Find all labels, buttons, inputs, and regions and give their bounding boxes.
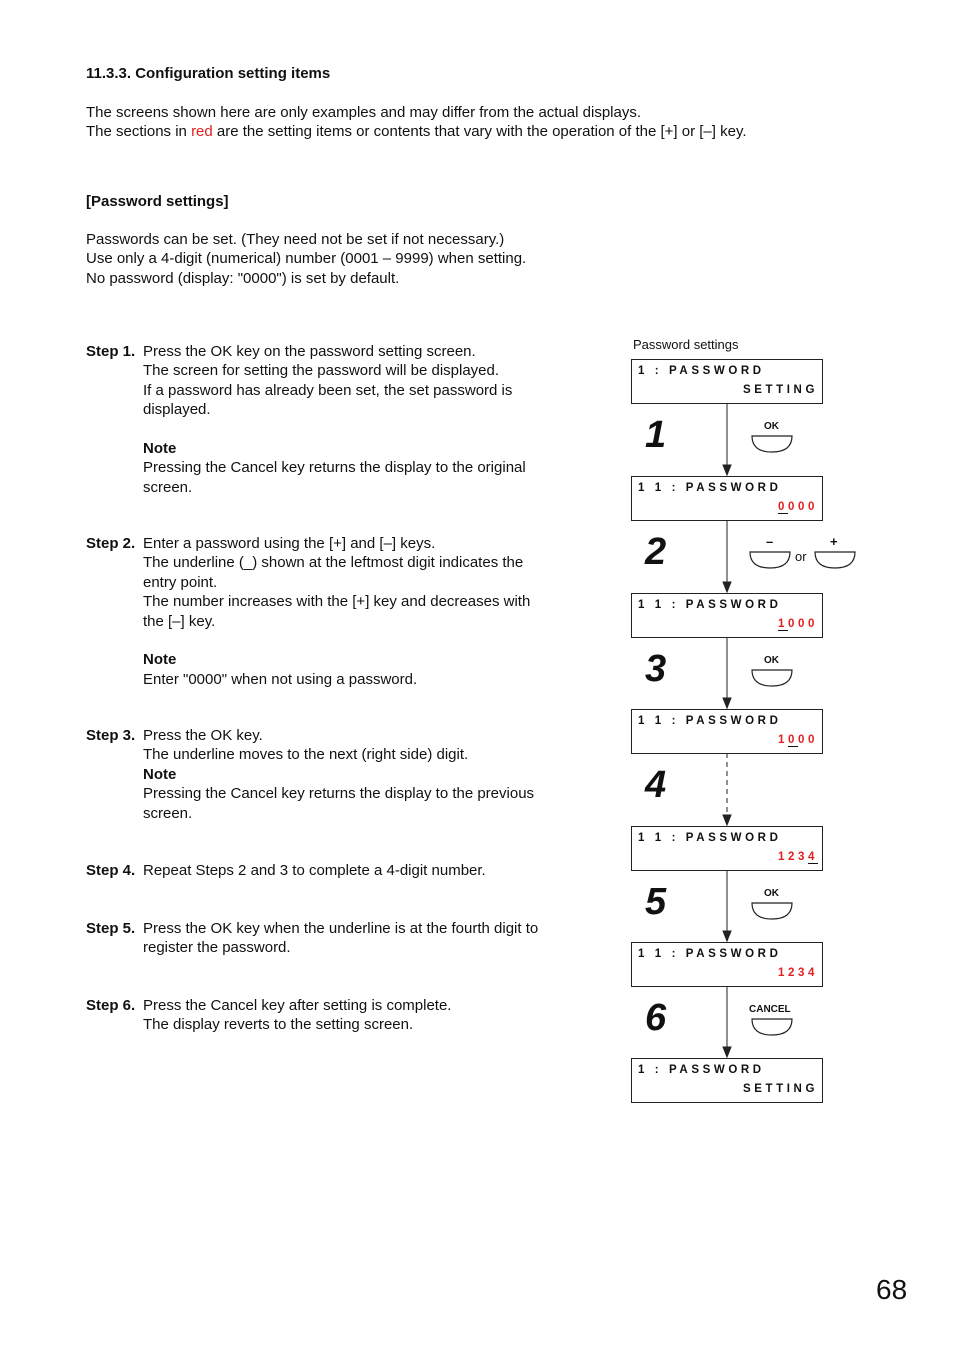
lcd-line-1: 1 1 : PASSWORD: [638, 715, 782, 727]
lcd-digit: 0: [788, 618, 798, 630]
plus-key-label: +: [830, 534, 838, 549]
step-line: displayed.: [143, 401, 211, 419]
step-line: Enter a password using the [+] and [–] keys.: [143, 535, 436, 552]
step-line: the [–] key.: [143, 612, 216, 630]
lcd-digit: 1: [778, 851, 788, 863]
note-title: Note: [143, 765, 177, 783]
lcd-digits: [778, 734, 818, 747]
section-text: [86, 230, 526, 288]
cancel-key-icon: [751, 1017, 793, 1037]
section-text-line: Passwords can be set. (They need not be set if not necessary.): [86, 231, 505, 248]
diagram-step-number: 4: [645, 764, 667, 806]
step-line: Press the OK key on the password setting screen.: [143, 343, 476, 360]
intro-text-a: The sections in: [86, 123, 192, 140]
step-line: The screen for setting the password will be displayed.: [143, 362, 500, 380]
lcd-screen-1: [631, 359, 823, 404]
section-heading: 11.3.3. Configuration setting items: [86, 65, 331, 82]
step-3: [86, 726, 581, 822]
step-line: Press the OK key.: [143, 727, 263, 744]
plus-key-icon: [814, 550, 856, 570]
lcd-line-1: 1 1 : PASSWORD: [638, 482, 782, 494]
arrow-head: [723, 815, 731, 825]
lcd-digit: 0: [798, 734, 808, 746]
lcd-digits: [778, 967, 818, 979]
step-4: [86, 861, 581, 880]
step-label: Step 5.: [86, 920, 136, 937]
ok-key-label: OK: [764, 888, 779, 899]
lcd-line-1: 1 : PASSWORD: [638, 365, 765, 377]
lcd-line-1: 1 1 : PASSWORD: [638, 948, 782, 960]
diagram-step-number: 3: [645, 648, 667, 690]
step-line: The underline (_) shown at the leftmost digit indicates the: [143, 554, 524, 572]
minus-key-icon: [749, 550, 791, 570]
lcd-digit: 4: [808, 967, 818, 979]
lcd-line-2: SETTING: [742, 1083, 818, 1095]
arrow-head: [723, 1047, 731, 1057]
lcd-digits: [778, 501, 818, 514]
lcd-digit: 0: [778, 501, 788, 513]
lcd-digit: 0: [808, 734, 818, 746]
lcd-line-1: 1 1 : PASSWORD: [638, 599, 782, 611]
note-line: Pressing the Cancel key returns the display to the previous: [143, 785, 535, 803]
step-5: [86, 919, 581, 957]
lcd-digit: 4: [808, 851, 818, 863]
step-line: Press the OK key when the underline is at the fourth digit to: [143, 920, 539, 937]
arrow-head: [723, 931, 731, 941]
section-text-line: Use only a 4-digit (numerical) number (0001 – 9999) when setting.: [86, 250, 527, 268]
step-line: Repeat Steps 2 and 3 to complete a 4-digit number.: [143, 862, 486, 879]
lcd-digit: 1: [778, 618, 788, 630]
step-line: register the password.: [143, 939, 291, 957]
lcd-digit: 0: [808, 501, 818, 513]
step-label: Step 1.: [86, 343, 136, 360]
lcd-line-2: SETTING: [742, 384, 818, 396]
diagram-step-number: 2: [645, 531, 667, 573]
lcd-digit: 0: [798, 501, 808, 513]
step-1: [86, 342, 581, 496]
step-line: The number increases with the [+] key and decreases with: [143, 593, 531, 611]
lcd-digit: 0: [798, 618, 808, 630]
intro-line-1: The screens shown here are only examples and may differ from the actual displays.: [86, 104, 641, 121]
minus-key-label: –: [766, 534, 774, 549]
note-line: Pressing the Cancel key returns the display to the original: [143, 459, 526, 477]
diagram-caption: Password settings: [633, 337, 739, 352]
intro-line-2: [86, 122, 747, 141]
step-label: Step 6.: [86, 997, 136, 1014]
lcd-digit: 0: [808, 618, 818, 630]
step-line: entry point.: [143, 573, 218, 591]
diagram-step-number: 5: [645, 881, 667, 923]
lcd-digit: 1: [778, 967, 788, 979]
password-settings-title: [Password settings]: [86, 193, 229, 210]
ok-key-icon: [751, 434, 793, 454]
lcd-line-1: 1 1 : PASSWORD: [638, 832, 782, 844]
step-line: Press the Cancel key after setting is complete.: [143, 997, 452, 1014]
ok-key-label: OK: [764, 655, 779, 666]
intro-text-b: are the setting items or contents that vary with the operation of the [+] or [–] key.: [212, 123, 747, 140]
step-line: The display reverts to the setting screen.: [143, 1016, 414, 1034]
or-text: or: [795, 549, 807, 564]
diagram-step-number: 1: [645, 414, 667, 456]
intro-text-red: red: [191, 123, 213, 140]
arrow-head: [723, 582, 731, 592]
lcd-screen-7: [631, 1058, 823, 1103]
note-title: Note: [143, 440, 177, 458]
step-label: Step 3.: [86, 727, 136, 744]
note-line: Enter "0000" when not using a password.: [143, 670, 418, 688]
section-text-line: No password (display: "0000") is set by default.: [86, 269, 400, 287]
lcd-digit: 0: [788, 734, 798, 746]
flow-arrows: [700, 403, 760, 1058]
cancel-key-label: CANCEL: [749, 1004, 791, 1015]
lcd-line-1: 1 : PASSWORD: [638, 1064, 765, 1076]
step-label: Step 2.: [86, 535, 136, 552]
lcd-digit: 2: [788, 967, 798, 979]
diagram-step-number: 6: [645, 997, 667, 1039]
arrow-head: [723, 465, 731, 475]
page-number: 68: [876, 1274, 908, 1305]
note-title: Note: [143, 651, 177, 669]
lcd-digit: 1: [778, 734, 788, 746]
step-line: If a password has already been set, the set password is: [143, 381, 513, 399]
lcd-digit: 0: [788, 501, 798, 513]
step-2: [86, 534, 581, 688]
lcd-digits: [778, 618, 818, 631]
lcd-digits: [778, 851, 818, 864]
note-line: screen.: [143, 478, 193, 496]
step-line: The underline moves to the next (right side) digit.: [143, 746, 469, 764]
lcd-digit: 3: [798, 967, 808, 979]
ok-key-icon: [751, 901, 793, 921]
step-label: Step 4.: [86, 862, 136, 879]
step-6: [86, 996, 581, 1034]
ok-key-label: OK: [764, 421, 779, 432]
lcd-digit: 2: [788, 851, 798, 863]
lcd-digit: 3: [798, 851, 808, 863]
ok-key-icon: [751, 668, 793, 688]
note-line: screen.: [143, 804, 193, 822]
arrow-head: [723, 698, 731, 708]
